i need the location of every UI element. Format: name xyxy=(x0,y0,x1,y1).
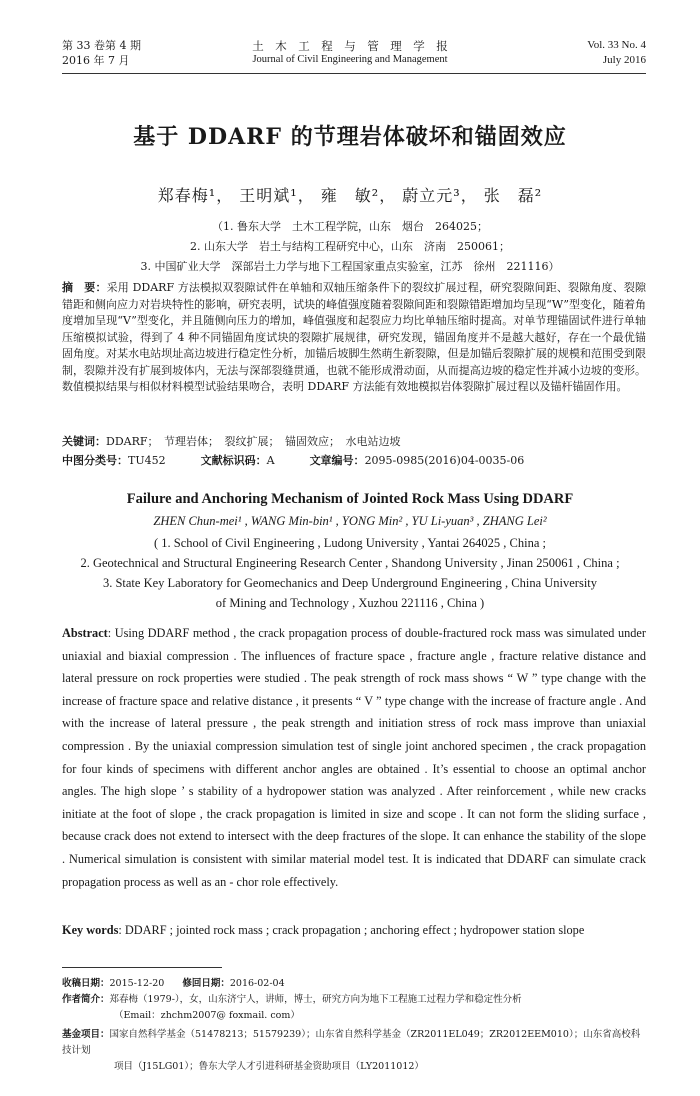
affiliation-cn-2: 2. 山东大学 岩土与结构工程研究中心，山东 济南 250061； xyxy=(190,240,510,253)
doc-code-label: 文献标识码： xyxy=(200,454,267,467)
doc-code-value: A xyxy=(266,454,275,467)
funding-label: 基金项目： xyxy=(62,1029,110,1040)
affiliation-en-1: ( 1. School of Civil Engineering , Ludong University , Yantai 264025 , China ; xyxy=(154,536,546,550)
authors-en: ZHEN Chun-mei¹ , WANG Min-bin¹ , YONG Min² , YU Li-yuan³ , ZHANG Lei² xyxy=(153,514,547,528)
abstract-en-text: : Using DDARF method , the crack propagation process of double-fractured rock mass was simulated under uniaxial and biaxial compression . The influences of fracture space , fracture angle , fracture relative distance and lateral pressure on rock properties were studied . The peak strength of rock mass shows “ W ” type change with the increase of fracture space and relative distance , it presents “ V ” type change with the increase of fracture angle . And with the increase of lateral pressure , the peak strength and initiation stress of rock mass improve than uniaxial compression . By the uniaxial compression simulation test of single joint anchored specimen , the crack propagation for four kinds of specimens with different anchor angles are obtained . It’s essential to choose an optimal anchor angles. The high slope ’ s stability of a hydropower station was analyzed . After reinforcement , while new cracks initiate at the foot of slope , the crack propagation is limited in size and scope . It can not form the sliding surface , because crack does not extend to intersect with the deep fractures of the slope. It can enhance the stability of the slope . Numerical simulation is consistent with similar material model test. It is indicated that DDARF can simulate crack propagation process as well as an - chor role effectively. xyxy=(62,626,646,889)
keywords-cn xyxy=(62,433,646,449)
funding xyxy=(62,1027,646,1059)
abstract-en xyxy=(62,622,646,893)
received-value: 2015-12-20 xyxy=(109,978,165,989)
header-rule xyxy=(62,73,646,74)
clc-label: 中图分类号： xyxy=(62,454,128,467)
keywords-en xyxy=(62,919,646,942)
revised-label: 修回日期： xyxy=(182,978,230,989)
keywords-en-label: Key words xyxy=(62,923,119,937)
clc-value: TU452 xyxy=(128,454,166,467)
footnotes xyxy=(62,976,646,1075)
affiliation-en-3: 3. State Key Laboratory for Geomechanics and Deep Underground Engineering , China University xyxy=(102,576,598,590)
abstract-cn-text: 采用 DDARF 方法模拟双裂隙试件在单轴和双轴压缩条件下的裂纹扩展过程，研究裂隙间距、裂隙角度、裂隙错距和侧向应力对岩块特性的影响，研究表明，试块的峰值强度随着裂隙间距和裂隙错距增加均呈现“W”型变化，随着角度增加呈现“V”型变化，并且随侧向压力的增加，峰值强度和起裂应力均比单轴压缩时提高。对单节理锚固试件进行单轴压缩模拟试验，得到了 4 种不同锚固角度试块的裂隙扩展规律，研究发现，锚固角度并不是越大越好，存在一个最优锚固角度。对某水电站坝址高边坡进行稳定性分析，加锚后坡脚生然萌生新裂隙，但是加锚后裂隙扩展的规模和范围受到限制，裂隙并没有扩展到坡体内，无法与深部裂缝贯通，也就不能形成滑动面，从而提高边坡的稳定性并减小边坡的变形。数值模拟结果与相似材料模型试验结果吻合，表明 DDARF 方法能有效地模拟岩体裂隙扩展过程以及锚杆锚固作用。 xyxy=(62,281,646,393)
page-title-cn: 基于 DDARF 的节理岩体破坏和锚固效应 xyxy=(133,124,567,150)
footnote-rule xyxy=(62,967,222,968)
keywords-cn-text: DDARF； 节理岩体； 裂纹扩展； 锚固效应； 水电站边坡 xyxy=(106,435,401,448)
abstract-cn xyxy=(62,280,646,396)
keywords-cn-label: 关键词： xyxy=(62,435,106,448)
abstract-en-label: Abstract xyxy=(62,626,108,640)
affiliation-cn-3: 3. 中国矿业大学 深部岩土力学与地下工程国家重点实验室，江苏 徐州 221116） xyxy=(140,260,560,273)
received-label: 收稿日期： xyxy=(62,978,110,989)
author-email: （Email：zhchm2007@ foxmail. com） xyxy=(114,1010,300,1021)
author-bio-value: 郑春梅（1979-），女，山东济宁人，讲师，博士，研究方向为地下工程施工过程力学和稳定性分析 xyxy=(109,994,522,1005)
keywords-en-text: : DDARF ; jointed rock mass ; crack propagation ; anchoring effect ; hydropower station slope xyxy=(118,923,585,937)
journal-volume-issue: 第 33 卷第 4 期 2016 年 7 月 xyxy=(62,39,141,67)
article-number-label: 文章编号： xyxy=(309,454,365,467)
author-bio-label: 作者简介： xyxy=(62,994,110,1005)
page-title-en: Failure and Anchoring Mechanism of Jointed Rock Mass Using DDARF xyxy=(126,491,574,507)
received-dates xyxy=(62,976,646,992)
journal-title: 土 木 工 程 与 管 理 学 报 Journal of Civil Engineering and Management xyxy=(252,39,448,65)
affiliation-cn-1: （1. 鲁东大学 土木工程学院，山东 烟台 264025； xyxy=(212,220,488,233)
article-number-value: 2095-0985(2016)04-0035-06 xyxy=(364,454,525,467)
affiliation-en-4: of Mining and Technology , Xuzhou 221116 , China ) xyxy=(215,596,485,610)
funding-value-1: 国家自然科学基金（51478213；51579239）；山东省自然科学基金（ZR2011EL049；ZR2012EEM010）；山东省高校科技计划 xyxy=(62,1029,641,1056)
funding-value-2: 项目（J15LG01）；鲁东大学人才引进科研基金资助项目（LY2011012） xyxy=(114,1061,424,1072)
author-bio xyxy=(62,992,646,1008)
abstract-cn-label: 摘 要： xyxy=(62,281,107,294)
affiliation-en-2: 2. Geotechnical and Structural Engineering Research Center , Shandong University , Jinan 250061 , China ; xyxy=(80,556,620,570)
authors-cn: 郑春梅¹， 王明斌¹， 雍 敏²， 蔚立元³， 张 磊² xyxy=(157,186,543,205)
revised-value: 2016-02-04 xyxy=(229,978,285,989)
journal-volume-en: Vol. 33 No. 4 July 2016 xyxy=(587,39,646,66)
classification-line xyxy=(62,452,646,468)
